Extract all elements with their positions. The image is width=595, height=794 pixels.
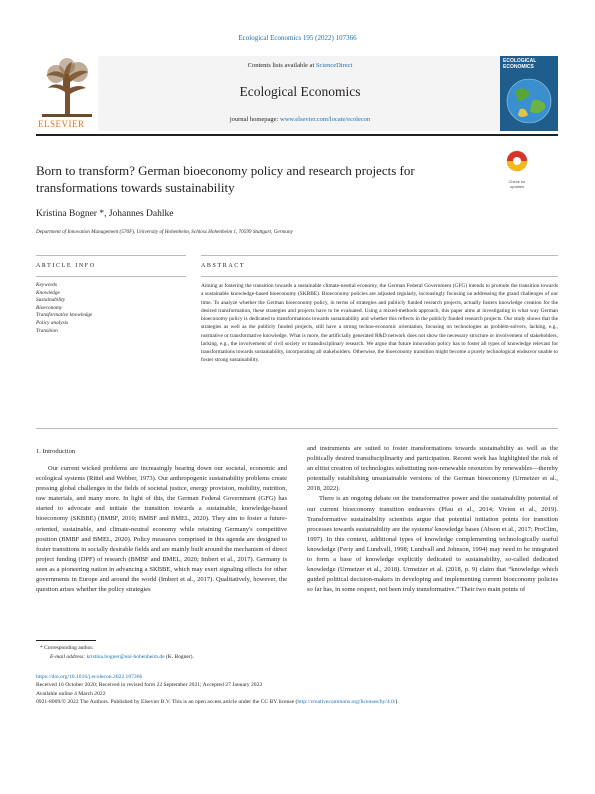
author-list: Kristina Bogner *, Johannes Dahlke bbox=[36, 209, 174, 219]
footnote-corresponding: * Corresponding author. bbox=[40, 645, 94, 651]
body-paragraph: and instruments are suited to foster transformations towards sustainability as well as the politically desired transdisciplinarity and participation. Recent work has highlighted the risk of an elitist creation of technologies substituting non-renewable resources by renewables—thereby potentially establishing unsustainable versions of the German bioeconomy (Urmetzer et al., 2018, 2022). bbox=[307, 445, 558, 493]
doi-link[interactable]: https://doi.org/10.1016/j.ecolecon.2022.107366 bbox=[36, 674, 143, 680]
abstract-bottom-rule bbox=[36, 428, 558, 429]
publisher-logo-text: ELSEVIER bbox=[38, 119, 85, 129]
abstract-rule bbox=[201, 276, 558, 277]
article-info-top-rule bbox=[36, 255, 186, 256]
keyword-item: Bioeconomy bbox=[36, 304, 63, 311]
abstract-heading: ABSTRACT bbox=[201, 263, 246, 269]
keywords-heading: Keywords bbox=[36, 282, 57, 288]
journal-reference[interactable]: Ecological Economics 195 (2022) 107366 bbox=[238, 34, 357, 42]
contents-line: Contents lists available at ScienceDirect bbox=[247, 62, 353, 69]
body-right-column bbox=[307, 444, 558, 595]
journal-cover-thumbnail: ECOLOGICAL ECONOMICS bbox=[500, 56, 558, 131]
abstract-top-rule bbox=[201, 255, 558, 256]
journal-homepage: journal homepage: www.elsevier.com/locate/ecolecon bbox=[229, 116, 371, 123]
license-statement: 0921-8009/© 2022 The Authors. Published by Elsevier B.V. This is an open access article under the CC BY license (http://creativecommons.org/licenses/by/4.0/). bbox=[36, 699, 399, 705]
keyword-item: Sustainability bbox=[36, 297, 66, 304]
footnote-email: E-mail address: kristina.bogner@uni-hohenheim.de (K. Bogner). bbox=[50, 654, 194, 660]
license-link[interactable]: http://creativecommons.org/licenses/by/4.0/ bbox=[297, 699, 396, 705]
author-email-link[interactable]: kristina.bogner@uni-hohenheim.de bbox=[86, 654, 165, 660]
sciencedirect-link[interactable]: ScienceDirect bbox=[315, 62, 353, 69]
keyword-item: Knowledge bbox=[36, 289, 60, 296]
keyword-item: Policy analysis bbox=[36, 319, 69, 326]
section-heading: 1. Introduction bbox=[36, 448, 76, 455]
masthead-divider bbox=[36, 134, 558, 136]
elsevier-logo bbox=[36, 56, 98, 131]
abstract-text: Aiming at fostering the transition towards a sustainable climate-neutral economy, the German Federal Government (GFG) intends to promote the transition towards a sustainable knowledge-based bioeconomy (SKBBE). Bioeconomy policies are adjusted regularly, increasingly focusing on addressing the grand challenges of our time. To analyze whether the German bioeconomy policy, in terms of strategies and publicly funded research projects, actually fosters knowledge creation for the desired transformation, these strategies and projects have to be evaluated. Using a mixed-methods approach, this paper aims at investigating in what way German bioeconomy policy is dedicated to transformations towards sustainability and whether this reflects in the publicly funded research projects. Our study shows that the strategies as well as the publicly funded projects, still have a strong techno-economic orientation, focusing on technologies as problem-solvers, lacking, e.g., normative or transformative knowledge. What is more, the artificially generated R&D network does not show the necessary structure or involvement of stakeholders, lacking, e.g., the involvement of civil society or transdisciplinary research. We argue that future innovation policy has to foster all types of knowledge relevant for transformations towards sustainability, incorporating all stakeholders. Otherwise, the bioeconomy transition might become a purely technological endeavor unable to foster strong sustainability. bbox=[201, 283, 558, 364]
journal-homepage-link[interactable]: www.elsevier.com/locate/ecolecon bbox=[280, 116, 371, 123]
body-left-column bbox=[36, 464, 287, 595]
affiliation: Department of Innovation Management (570F), University of Hohenheim, Schloss Hohenheim 1, 70599 Stuttgart, Germany bbox=[36, 229, 293, 235]
journal-title: Ecological Economics bbox=[239, 84, 361, 99]
keyword-item: Transformative knowledge bbox=[36, 312, 93, 319]
globe-icon bbox=[500, 71, 558, 131]
article-info-rule bbox=[36, 276, 186, 277]
journal-masthead bbox=[36, 56, 558, 131]
keywords-block bbox=[36, 282, 176, 335]
crossmark-icon bbox=[502, 150, 532, 174]
body-paragraph: There is an ongoing debate on the transformative power and the sustainability potential of our current bioeconomy transition endeavors (Pfau et al., 2014; Vivien et al., 2019). Transformative sustainability scientists argue that potential initiation points for transition processes towards sustainability are the systems' knowledge bases (Abson et al., 2017; ProClim, 1997). In this context, additional types of knowledge complementing technologically useful knowledge (Feriy and Lundvall, 1998; Lundvall and Johnson, 1994) may need to be integrated to form a base of knowledge explicitly dedicated to sustainability, so-called dedicated knowledge (Urmetzer et al., 2018). Urmetzer et al. (2018, p. 9) claim that “knowledge which guided political decision-makers in developing and implementing current bioeconomy policies so far has, in some respect, not been truly transformative.” Their two main points of bbox=[307, 495, 558, 594]
tree-logo-icon bbox=[36, 56, 98, 120]
article-title: Born to transform? German bioeconomy policy and research projects for transformations towards sustainability bbox=[36, 163, 415, 195]
check-for-updates-button[interactable]: Check for updates bbox=[502, 150, 532, 182]
received-dates: Received 16 October 2020; Received in revised form 22 September 2021; Accepted 27 January 2022 bbox=[36, 682, 263, 688]
footnote-rule bbox=[36, 640, 96, 641]
article-info-heading: ARTICLE INFO bbox=[36, 263, 96, 269]
body-paragraph: Our current wicked problems are increasingly bearing down our societal, economic and ecological systems (Rittel and Webber, 1973). Our anthropogenic sustainability problems create pressing global challenges in the fields of societal justice, energy provision, mobility, nutrition, raw materials, and many more. In light of this, the German Federal Government (GFG) has started to advocate and initiate the transition towards a sustainable, knowledge-based bioeconomy (SKBBE) (BMBF, 2010; BMBF and BMEL, 2020). They aim to foster a future-oriented, sustainable, and climate-neutral economy while retaining Germany's competitive position (BMBF and BMEL, 2020). Policy measures comprised in this agenda are designed to foster transitions in socially desirable fields and are mainly built around the mechanism of direct project funding (DPF) of research (BMBF and BMEL, 2020; Imbert et al., 2017). Germany is seen as a pioneering nation in advancing a SKBBE, which may exert signaling effects for other governments in Europe and around the world (Imbert et al., 2017). Qualitatively, however, the question arises whether the policy strategies bbox=[36, 465, 287, 594]
available-online: Available online 4 March 2022 bbox=[36, 691, 106, 697]
keyword-item: Transition bbox=[36, 327, 58, 334]
